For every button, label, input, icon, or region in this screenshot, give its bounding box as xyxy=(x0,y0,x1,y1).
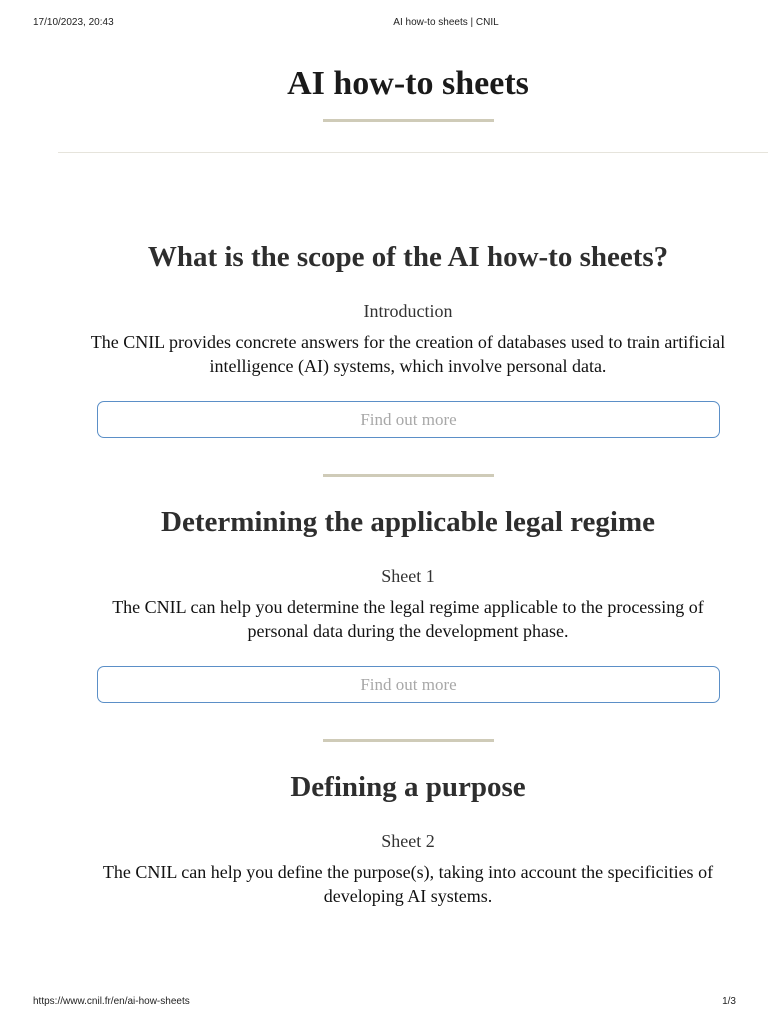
print-url: https://www.cnil.fr/en/ai-how-sheets xyxy=(33,996,190,1007)
page-title: AI how-to sheets xyxy=(287,65,529,102)
section-label: Sheet 1 xyxy=(381,566,435,586)
section-accent-bar xyxy=(323,474,494,477)
print-datetime: 17/10/2023, 20:43 xyxy=(33,17,114,28)
section-description: The CNIL provides concrete answers for the creation of databases used to train artificial intelligence (AI) systems, which involve personal data. xyxy=(90,332,726,376)
section-description: The CNIL can help you define the purpose(s), taking into account the specificities of developing AI systems. xyxy=(102,862,714,906)
section-heading: Defining a purpose xyxy=(290,771,526,803)
title-accent-bar xyxy=(323,119,494,122)
section-accent-bar xyxy=(323,739,494,742)
print-page-count: 1/3 xyxy=(722,996,736,1007)
section-heading: What is the scope of the AI how-to sheets? xyxy=(147,241,669,273)
section-scope xyxy=(0,238,768,378)
print-footer xyxy=(0,996,768,1010)
section-label: Introduction xyxy=(363,301,453,321)
print-doc-title: AI how-to sheets | CNIL xyxy=(393,17,499,28)
section-purpose xyxy=(0,768,768,908)
find-out-more-button[interactable]: Find out more xyxy=(97,666,720,703)
print-header xyxy=(0,17,768,31)
page-divider xyxy=(58,152,768,153)
section-legal-regime xyxy=(0,503,768,643)
section-heading: Determining the applicable legal regime xyxy=(161,506,655,538)
section-description: The CNIL can help you determine the legal regime applicable to the processing of personal data during the development phase. xyxy=(112,597,704,641)
find-out-more-button[interactable]: Find out more xyxy=(97,401,720,438)
section-label: Sheet 2 xyxy=(381,831,435,851)
